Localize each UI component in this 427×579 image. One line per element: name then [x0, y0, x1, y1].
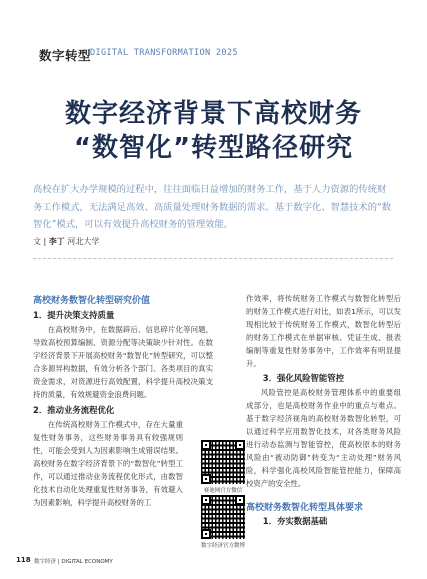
article-title-line1: 数字经济背景下高校财务 [64, 99, 362, 129]
abstract: 高校在扩大办学规模的过程中，往往面临日益增加的财务工作，基于人力资源的传统财务工作模式，无法满足高效、高质量处理财务数据的需求。基于数字化、智慧技术的“数智化”模式，可以有效提升高校财务的管理效能。 [33, 184, 392, 230]
subheading-3: 3．强化风险智能管控 [262, 373, 344, 384]
section-label: 数字转型 [39, 48, 92, 63]
article-title-line2: “数智化”转型路径研究 [73, 133, 354, 163]
author-affiliation: 河北大学 [67, 237, 100, 246]
paragraph-4: 风险管控是高校财务管理体系中的重要组成部分，也是高校财务作业中的重点与难点。基于数字经济视角的高校财务数智化转型，可以通过科学应用数智化技术，对各类财务风险进行动态监测与智能管控，使高校原本的财务风险由“被动防御”转变为“主动处理”财务风险，科学强化高校风险智能管控能力，保障高校资产的安全性。 [246, 388, 401, 488]
left-column [33, 293, 213, 510]
paragraph-2: 在传统高校财务工作模式中，存在大量重复性财务事务，这些财务事务具有较强规则性，可能会受到人为因素影响生成错误结果。高校财务在数字经济背景下的“数智化”转型工作，可以通过推动业务流程优化形式，由数智化技术自动化处理重复性财务事务，有效避入为因素影响，科学提升高校财务的工 [33, 420, 183, 507]
subheading-1: 1．提升决策支持质量 [33, 310, 115, 320]
subheading-2: 2．推动业务流程优化 [33, 405, 115, 416]
section-heading: 高校财务数智化转型研究价值 [33, 296, 151, 306]
section-label-en: DIGITAL TRANSFORMATION 2025 [90, 48, 238, 58]
right-column [246, 293, 401, 530]
divider [33, 258, 393, 259]
footer-text: 数字经济 | DIGITAL ECONOMY [34, 559, 113, 565]
page-number: 118 [16, 556, 31, 564]
author-prefix: 文 | [33, 237, 47, 246]
author-line [33, 236, 99, 247]
paragraph-1: 在高校财务中，在数据辟后、信息碎片化等问题，导致高校预算编制、资源分配等决策缺少针对性。在数字经济背景下开展高校财务“数智化”转型研究，可以整合多源异构数据，有效分析各个部门、各类项目的真实资金需求，对资源进行高效配置，科学提升高校决策支持的质量，有效规避资金浪费问题。 [33, 325, 213, 399]
author-name: 李丁 [48, 237, 65, 246]
subheading-4: 1．夯实数据基础 [262, 515, 328, 526]
qr-caption-1: 赛迪网官方微信 [203, 488, 243, 494]
section-heading-2: 高校财务数智化转型具体要求 [246, 502, 364, 513]
paragraph-3: 作效率，将传统财务工作模式与数智化转型后的财务工作模式进行对比，如表1所示，可以发现相比较于传统财务工作模式，数智化转型后的财务工作模式在单据审核、凭证生成、报表编制等重复性财务事务中，工作效率有明显提升。 [246, 294, 401, 368]
qr-caption-2: 数字经济官方微博 [200, 543, 245, 549]
